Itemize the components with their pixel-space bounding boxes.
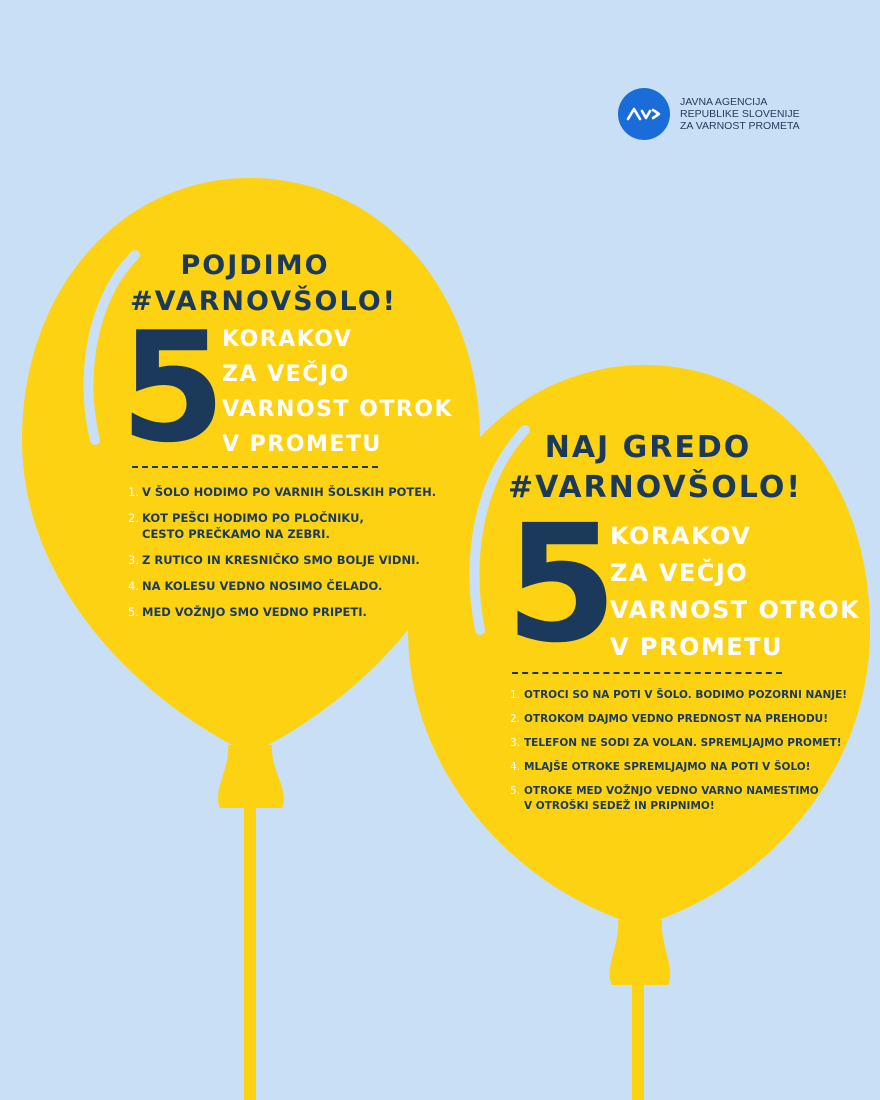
- right-divider: [512, 672, 782, 674]
- left-big-number: 5: [120, 299, 226, 476]
- list-item: 5. MED VOŽNJO SMO VEDNO PRIPETI.: [128, 605, 367, 619]
- avp-logo: [618, 88, 800, 140]
- list-item: 3. TELEFON NE SODI ZA VOLAN. SPREMLJAJMO PROMET!: [510, 737, 842, 749]
- right-sub-line-4: V PROMETU: [610, 633, 784, 661]
- list-item: 1. OTROCI SO NA POTI V ŠOLO. BODIMO POZORNI NANJE!: [510, 689, 848, 701]
- left-steps-list: [128, 484, 436, 620]
- right-sub-line-1: KORAKOV: [610, 522, 752, 550]
- list-item: 5. OTROKE MED VOŽNJO VEDNO VARNO NAMESTIMO V OTROŠKI SEDEŽ IN PRIPNIMO!: [510, 785, 819, 812]
- list-item: 3. Z RUTICO IN KRESNIČKO SMO BOLJE VIDNI.: [128, 553, 420, 567]
- left-divider: [132, 466, 378, 468]
- logo-line-1: JAVNA AGENCIJA: [680, 96, 768, 108]
- right-title-line-1: NAJ GREDO: [544, 430, 752, 465]
- left-title-line-2: #VARNOVŠOLO!: [130, 286, 397, 317]
- avp-mark-icon: [626, 107, 662, 121]
- left-sub-line-4: V PROMETU: [222, 432, 382, 457]
- right-big-number: 5: [505, 491, 618, 679]
- logo-line-2: REPUBLIKE SLOVENIJE: [680, 108, 800, 120]
- left-sub-line-3: VARNOST OTROK: [222, 397, 454, 422]
- right-sub-line-3: VARNOST OTROK: [610, 596, 861, 624]
- right-title-line-2: #VARNOVŠOLO!: [508, 470, 802, 505]
- list-item: 2. KOT PEŠCI HODIMO PO PLOČNIKU, CESTO PREČKAMO NA ZEBRI.: [128, 511, 364, 541]
- left-title-line-1: POJDIMO: [180, 250, 330, 281]
- right-steps-list: [510, 688, 847, 814]
- right-sub-line-2: ZA VEČJO: [610, 559, 749, 587]
- left-sub-line-2: ZA VEČJO: [222, 362, 350, 387]
- left-sub-line-1: KORAKOV: [222, 327, 353, 352]
- list-item: 4. MLAJŠE OTROKE SPREMLJAJMO NA POTI V ŠOLO!: [510, 761, 811, 773]
- list-item: 4. NA KOLESU VEDNO NOSIMO ČELADO.: [128, 579, 383, 593]
- right-subtitle: [610, 518, 860, 666]
- avp-logo-text: [680, 96, 800, 132]
- avp-logo-mark: [618, 88, 670, 140]
- left-subtitle: [222, 322, 453, 462]
- list-item: 1. V ŠOLO HODIMO PO VARNIH ŠOLSKIH POTEH.: [128, 485, 437, 499]
- logo-line-3: ZA VARNOST PROMETA: [680, 120, 800, 132]
- list-item: 2. OTROKOM DAJMO VEDNO PREDNOST NA PREHODU!: [510, 713, 828, 725]
